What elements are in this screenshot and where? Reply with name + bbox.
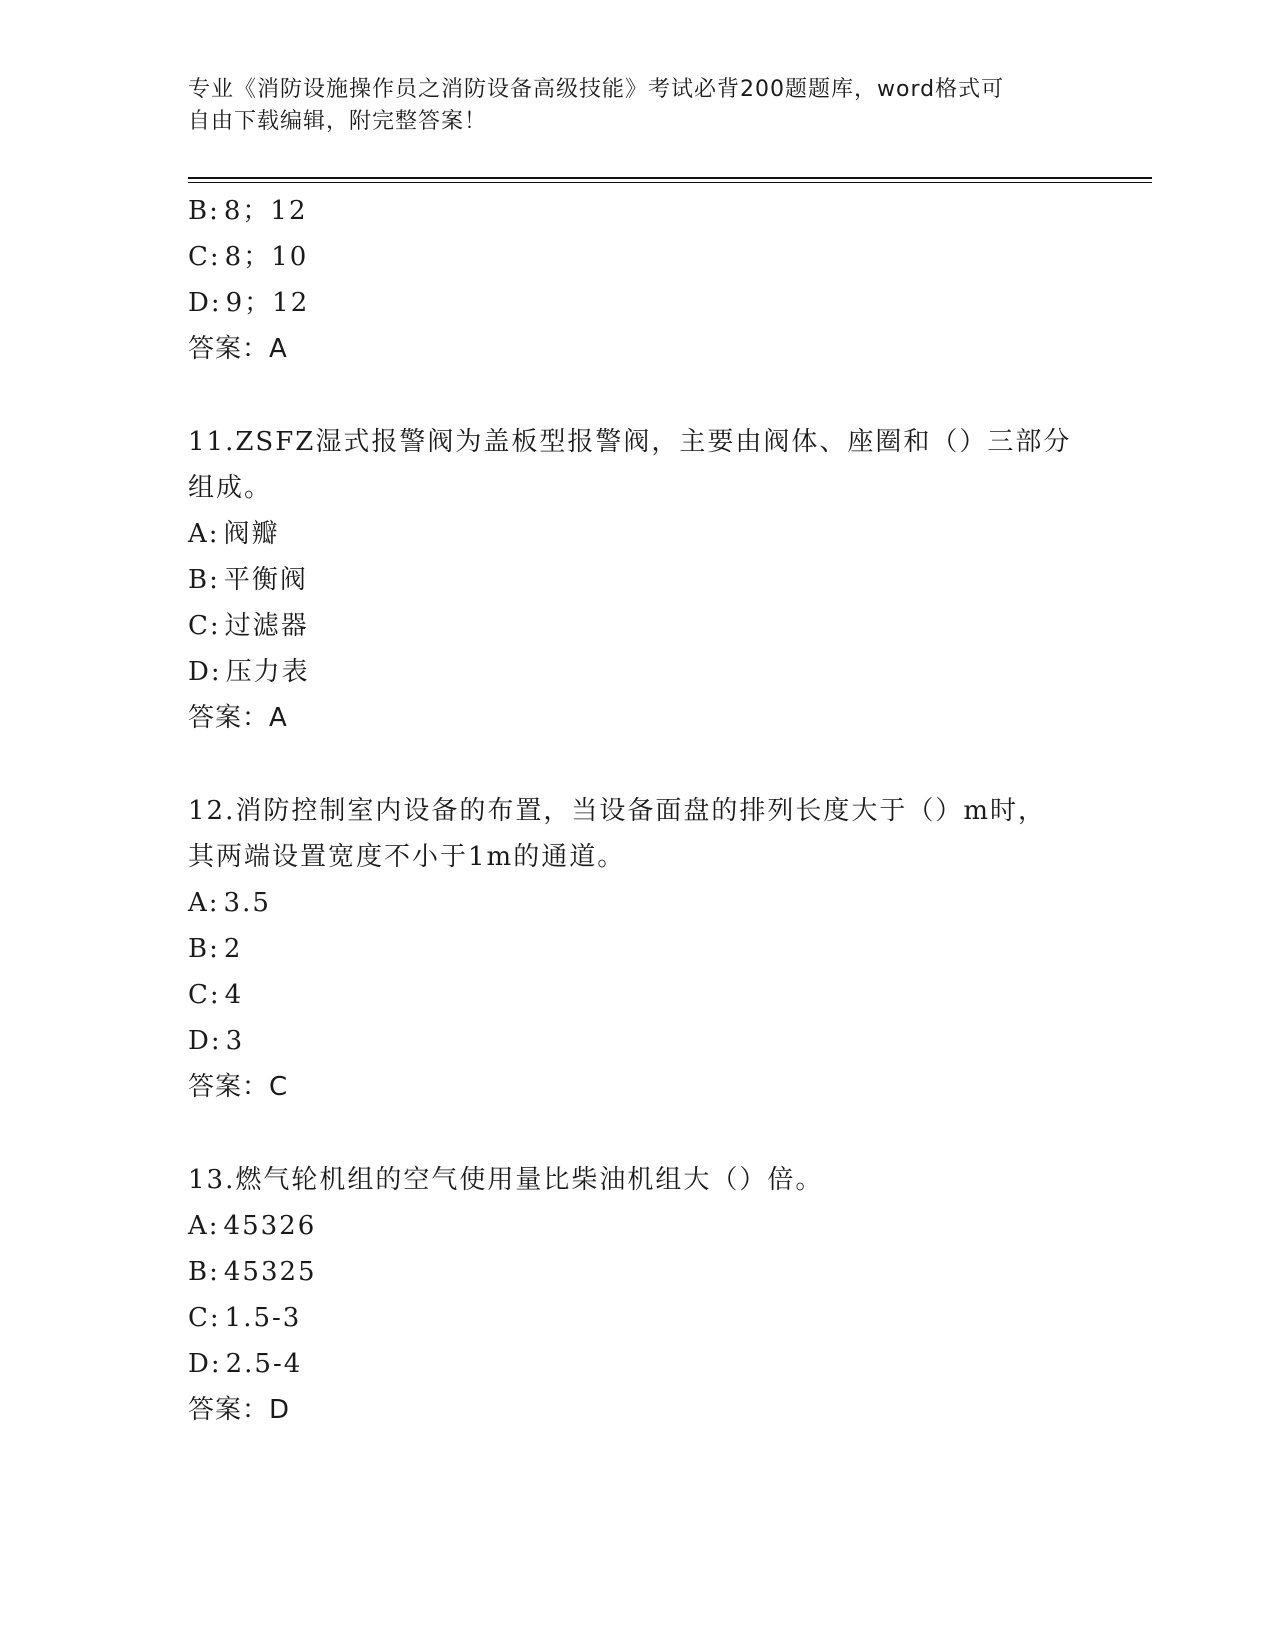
question-block <box>188 1157 1108 1433</box>
option-text: 2 <box>223 934 243 964</box>
header-line-2: 自由下载编辑，附完整答案！ <box>188 109 488 134</box>
answer-line: 答案：A <box>188 334 288 364</box>
option-c <box>188 234 1108 280</box>
question-spacer <box>188 741 1108 788</box>
answer-line: 答案：A <box>188 703 288 733</box>
option-text: 8；12 <box>223 196 308 226</box>
option-letter: D: <box>188 1349 222 1379</box>
option-c <box>188 972 1108 1018</box>
option-c <box>188 603 1108 649</box>
option-letter: D: <box>188 1026 222 1056</box>
answer-line: 答案：D <box>188 1395 291 1425</box>
question-text-line-2: 其两端设置宽度不小于1m的通道。 <box>188 842 626 872</box>
option-d <box>188 649 1108 695</box>
option-a <box>188 511 1108 557</box>
question-text-line-1: 12.消防控制室内设备的布置，当设备面盘的排列长度大于（）m时， <box>188 796 1047 826</box>
question-text-line-1: 11.ZSFZ湿式报警阀为盖板型报警阀，主要由阀体、座圈和（）三部分 <box>188 427 1072 457</box>
question-block <box>188 188 1108 372</box>
option-letter: A: <box>188 1211 220 1241</box>
option-b <box>188 926 1108 972</box>
option-c <box>188 1295 1108 1341</box>
option-b <box>188 557 1108 603</box>
option-letter: B: <box>188 565 220 595</box>
question-text-line-1: 13.燃气轮机组的空气使用量比柴油机组大（）倍。 <box>188 1165 824 1195</box>
option-text: 平衡阀 <box>223 565 308 595</box>
option-a <box>188 880 1108 926</box>
option-b <box>188 188 1108 234</box>
option-letter: B: <box>188 1257 220 1287</box>
option-letter: B: <box>188 196 220 226</box>
option-letter: D: <box>188 657 222 687</box>
option-letter: C: <box>188 1303 221 1333</box>
question-spacer <box>188 372 1108 419</box>
option-letter: C: <box>188 242 221 272</box>
option-letter: C: <box>188 980 221 1010</box>
option-text: 压力表 <box>225 657 310 687</box>
option-text: 3.5 <box>223 888 271 918</box>
question-text-line-2: 组成。 <box>188 473 273 503</box>
option-a <box>188 1203 1108 1249</box>
option-letter: A: <box>188 888 220 918</box>
option-letter: C: <box>188 611 221 641</box>
option-text: 4 <box>224 980 244 1010</box>
option-text: 9；12 <box>225 288 310 318</box>
question-list <box>188 188 1108 1433</box>
option-text: 过滤器 <box>224 611 309 641</box>
option-text: 8；10 <box>224 242 309 272</box>
header-divider-thin <box>188 182 1152 183</box>
option-text: 2.5-4 <box>225 1349 303 1379</box>
option-letter: D: <box>188 288 222 318</box>
answer-line: 答案：C <box>188 1072 289 1102</box>
option-text: 阀瓣 <box>223 519 280 549</box>
option-d <box>188 1018 1108 1064</box>
question-block <box>188 419 1108 741</box>
option-d <box>188 280 1108 326</box>
option-d <box>188 1341 1108 1387</box>
question-spacer <box>188 1110 1108 1157</box>
question-block <box>188 788 1108 1110</box>
option-letter: B: <box>188 934 220 964</box>
option-text: 3 <box>225 1026 245 1056</box>
option-letter: A: <box>188 519 220 549</box>
option-text: 45326 <box>223 1211 317 1241</box>
option-text: 1.5-3 <box>224 1303 302 1333</box>
page-header <box>188 74 1088 138</box>
option-text: 45325 <box>223 1257 317 1287</box>
header-line-1: 专业《消防设施操作员之消防设备高级技能》考试必背200题题库，word格式可 <box>188 77 1005 102</box>
header-divider-thick <box>188 177 1152 179</box>
option-b <box>188 1249 1108 1295</box>
